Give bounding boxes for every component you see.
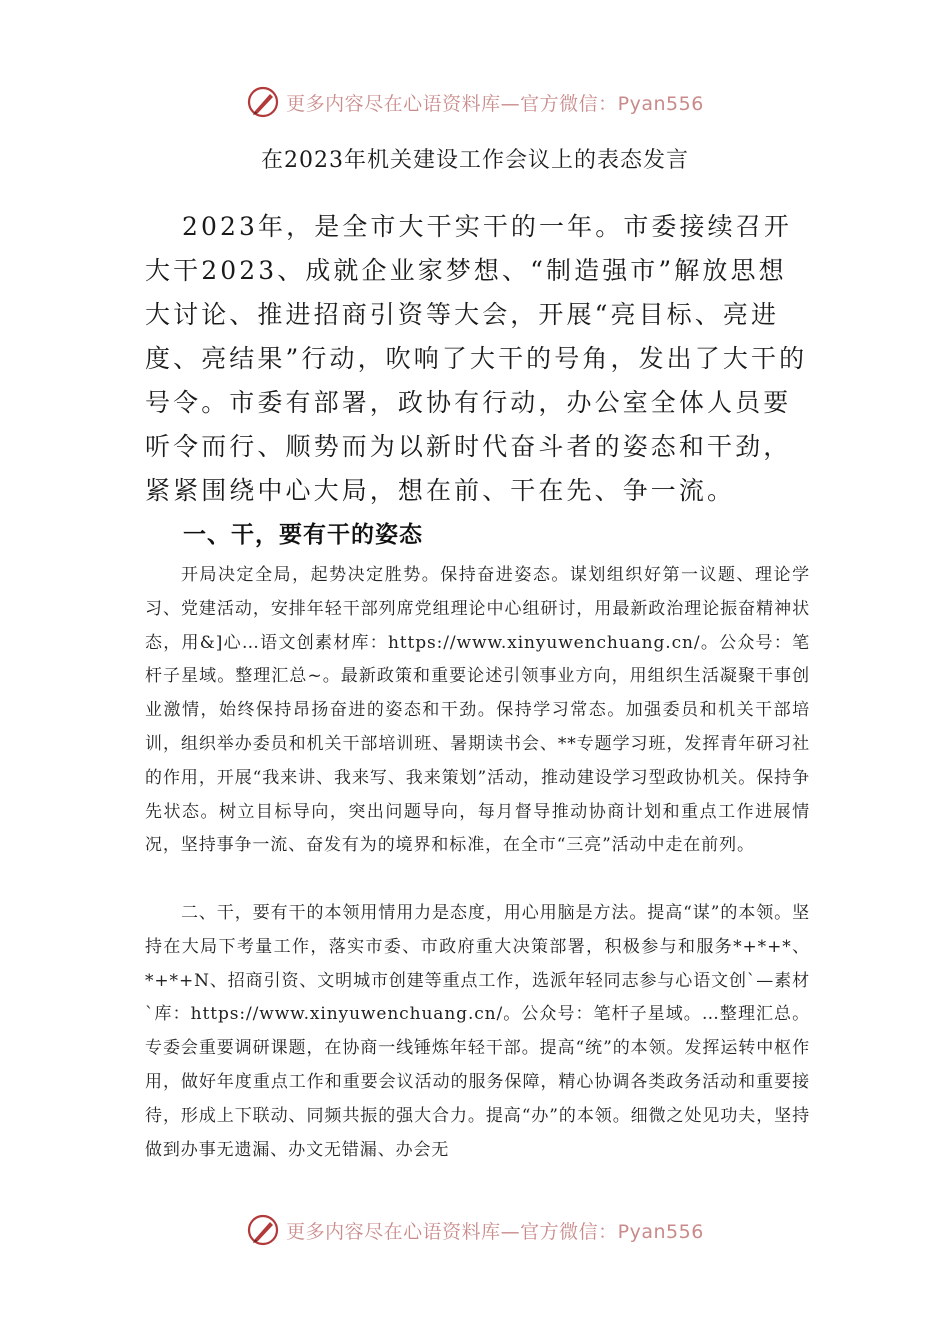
header-watermark-banner — [0, 82, 950, 122]
body-paragraph-1: 开局决定全局，起势决定胜势。保持奋进姿态。谋划组织好第一议题、理论学习、党建活动，安排年轻干部列席党组理论中心组研讨，用最新政治理论振奋精神状态，用&]心…语文创素材库：https://www.xinyuwenchuang.cn/。公众号：笔杆子星域。整理汇总~。最新政策和重要论述引领事业方向，用组织生活凝聚干事创业激情，始终保持昂扬奋进的姿态和干劲。保持学习常态。加强委员和机关干部培训，组织举办委员和机关干部培训班、暑期读书会、**专题学习班，发挥青年研习社的作用，开展“我来讲、我来写、我来策划”活动，推动建设学习型政协机关。保持争先状态。树立目标导向，突出问题导向，每月督导推动协商计划和重点工作进展情况，坚持事争一流、奋发有为的境界和标准，在全市“三亮”活动中走在前列。 — [145, 565, 810, 856]
document-title: 在2023年机关建设工作会议上的表态发言 — [261, 148, 689, 173]
pen-logo-icon — [246, 85, 280, 119]
footer-watermark-text: 更多内容尽在心语资料库—官方微信：Pyan556 — [286, 1220, 704, 1243]
body-paragraph-2: 二、干，要有干的本领用情用力是态度，用心用脑是方法。提高“谋”的本领。坚持在大局下考量工作，落实市委、市政府重大决策部署，积极参与和服务*+*+*、*+*+N、招商引资、文明城市创建等重点工作，选派年轻同志参与心语文创`—素材`库：https://www.xinyuwenchuang.cn/。公众号：笔杆子星域。…整理汇总。专委会重要调研课题，在协商一线锤炼年轻干部。提高“统”的本领。发挥运转中枢作用，做好年度重点工作和重要会议活动的服务保障，精心协调各类政务活动和重要接待，形成上下联动、同频共振的强大合力。提高“办”的本领。细微之处见功夫，坚持做到办事无遗漏、办文无错漏、办会无 — [145, 903, 810, 1160]
pen-logo-icon — [246, 1213, 280, 1247]
footer-watermark-banner — [0, 1210, 950, 1250]
intro-paragraph: 2023年，是全市大干实干的一年。市委接续召开大干2023、成就企业家梦想、“制造强市”解放思想大讨论、推进招商引资等大会，开展“亮目标、亮进度、亮结果”行动，吹响了大干的号角，发出了大干的号令。市委有部署，政协有行动，办公室全体人员要听令而行、顺势而为以新时代奋斗者的姿态和干劲，紧紧围绕中心大局，想在前、干在先、争一流。 — [145, 212, 808, 505]
section-heading-1: 一、干，要有干的姿态 — [183, 522, 423, 548]
header-watermark-text: 更多内容尽在心语资料库—官方微信：Pyan556 — [286, 92, 704, 115]
